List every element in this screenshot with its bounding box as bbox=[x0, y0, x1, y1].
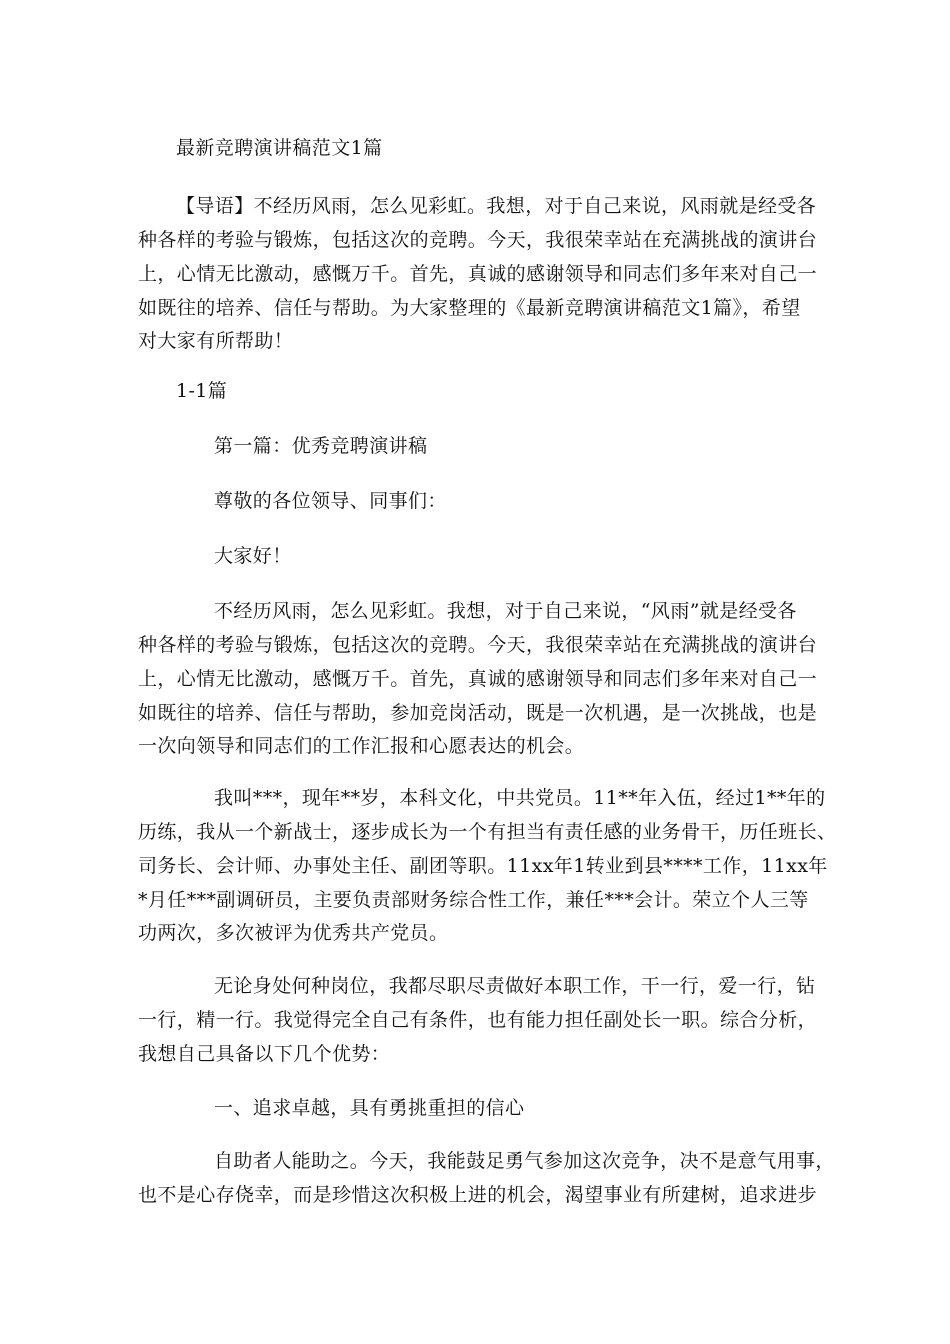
paragraph-line: 我叫***，现年**岁，本科文化，中共党员。11**年入伍，经过1**年的 bbox=[214, 787, 826, 809]
document-title: 最新竞聘演讲稿范文1篇 bbox=[176, 137, 383, 159]
intro-line: 对大家有所帮助！ bbox=[138, 330, 294, 352]
salutation: 尊敬的各位领导、同事们： bbox=[214, 490, 447, 512]
paragraph-line: 如既往的培养、信任与帮助，参加竞岗活动，既是一次机遇，是一次挑战，也是 bbox=[138, 702, 818, 724]
paragraph-line: *月任***副调研员，主要负责部财务综合性工作，兼任***会计。荣立个人三等 bbox=[138, 889, 809, 911]
paragraph-line: 自助者人能助之。今天，我能鼓足勇气参加这次竞争，决不是意气用事， bbox=[214, 1150, 835, 1172]
intro-line: 如既往的培养、信任与帮助。为大家整理的《最新竞聘演讲稿范文1篇》，希望 bbox=[138, 297, 801, 319]
greeting: 大家好！ bbox=[214, 545, 292, 567]
paragraph-line: 我想自己具备以下几个优势： bbox=[138, 1043, 391, 1065]
intro-line: 上，心情无比激动，感慨万千。首先，真诚的感谢领导和同志们多年来对自己一 bbox=[138, 263, 818, 285]
paragraph-line: 上，心情无比激动，感慨万千。首先，真诚的感谢领导和同志们多年来对自己一 bbox=[138, 668, 818, 690]
paragraph-line: 无论身处何种岗位，我都尽职尽责做好本职工作，干一行，爱一行，钻 bbox=[214, 975, 816, 997]
subtitle: 第一篇：优秀竞聘演讲稿 bbox=[214, 435, 428, 457]
paragraph-line: 司务长、会计师、办事处主任、副团等职。11xx年1转业到县****工作，11xx年 bbox=[138, 855, 828, 877]
section-heading: 一、追求卓越，具有勇挑重担的信心 bbox=[214, 1097, 525, 1119]
paragraph-line: 也不是心存侥幸，而是珍惜这次积极上进的机会，渴望事业有所建树，追求进步 bbox=[138, 1184, 818, 1206]
section-label: 1-1篇 bbox=[176, 380, 228, 402]
intro-line: 【导语】不经历风雨，怎么见彩虹。我想，对于自己来说，风雨就是经受各 bbox=[176, 195, 817, 217]
paragraph-line: 一次向领导和同志们的工作汇报和心愿表达的机会。 bbox=[138, 735, 585, 757]
paragraph-line: 功两次，多次被评为优秀共产党员。 bbox=[138, 922, 449, 944]
paragraph-line: 不经历风雨，怎么见彩虹。我想，对于自己来说，“风雨”就是经受各 bbox=[214, 600, 797, 622]
paragraph-line: 一行，精一行。我觉得完全自己有条件，也有能力担任副处长一职。综合分析， bbox=[138, 1009, 818, 1031]
intro-line: 种各样的考验与锻炼，包括这次的竞聘。今天，我很荣幸站在充满挑战的演讲台 bbox=[138, 229, 818, 251]
paragraph-line: 历练，我从一个新战士，逐步成长为一个有担当有责任感的业务骨干，历任班长、 bbox=[138, 821, 837, 843]
paragraph-line: 种各样的考验与锻炼，包括这次的竞聘。今天，我很荣幸站在充满挑战的演讲台 bbox=[138, 634, 818, 656]
